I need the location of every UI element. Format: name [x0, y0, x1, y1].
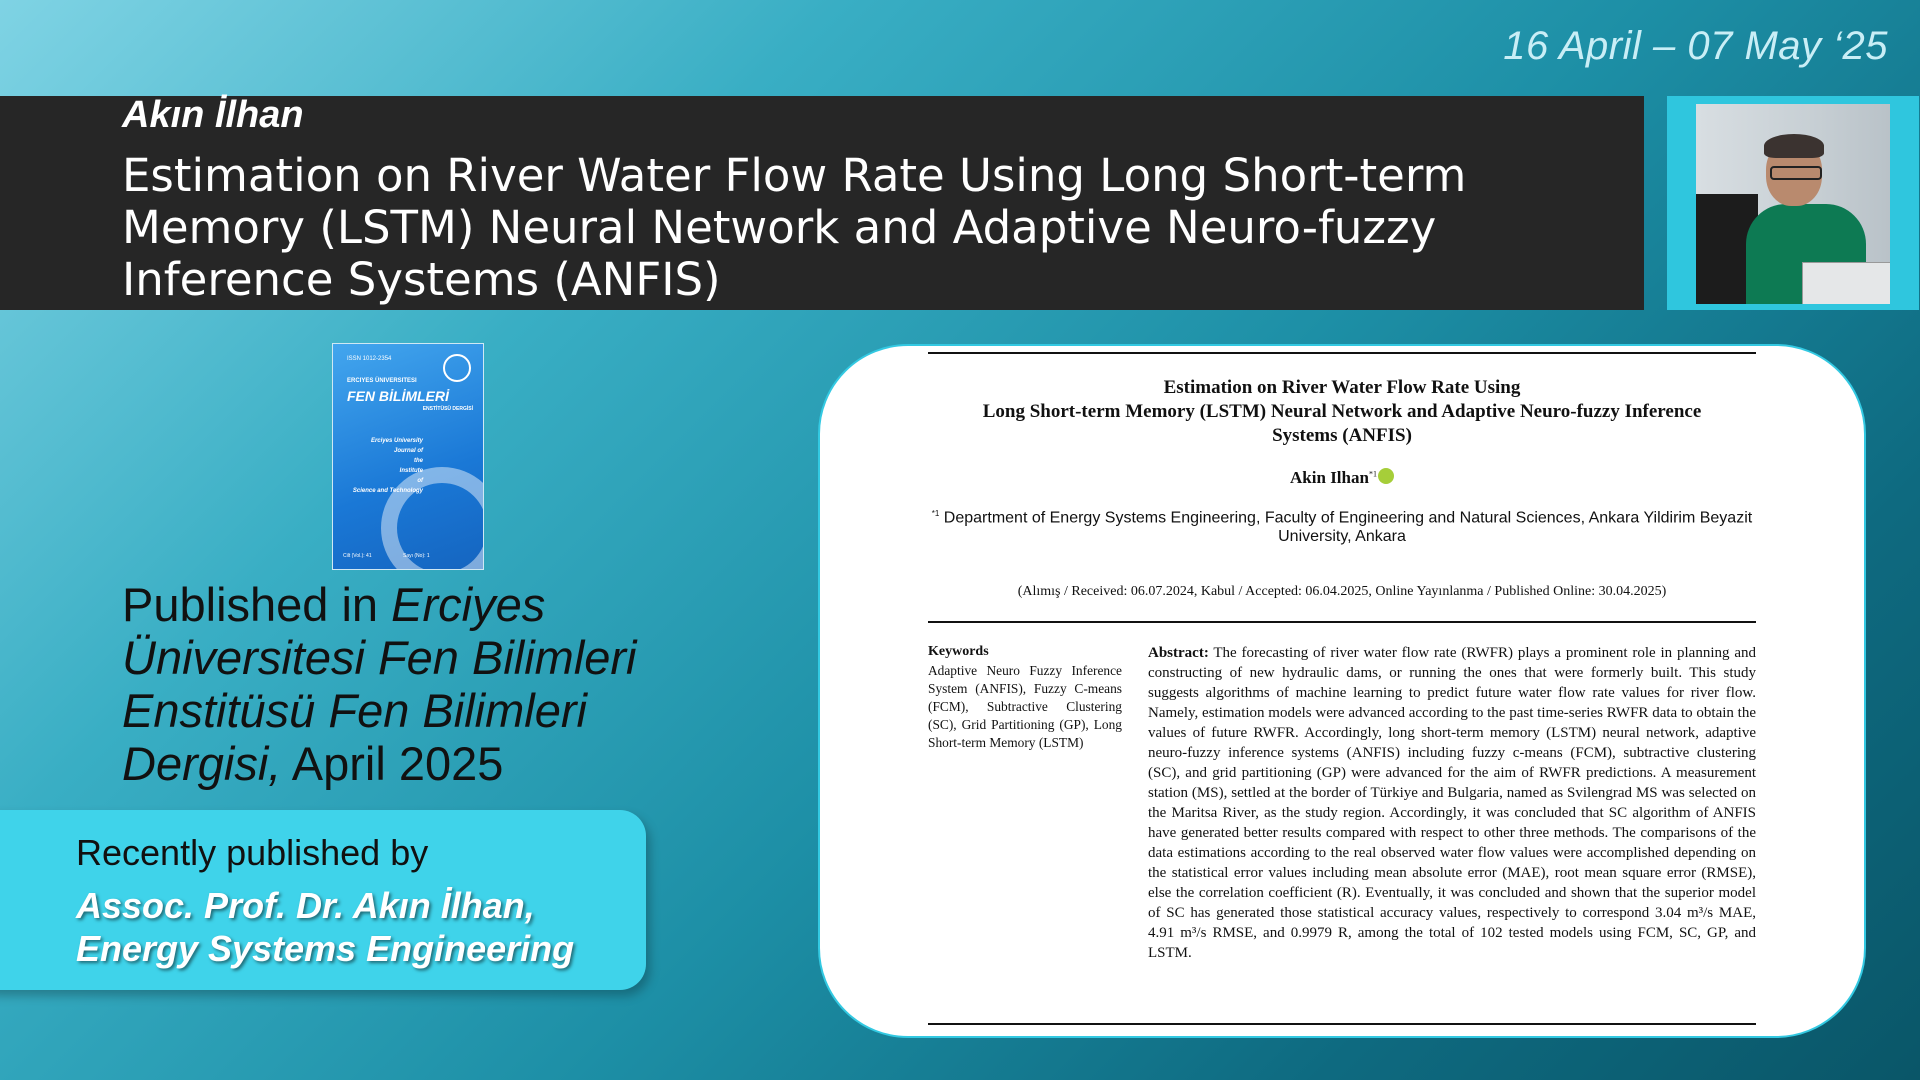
cover-english-line: Journal of [393, 448, 423, 454]
speaker-photo [1696, 104, 1890, 304]
date-label: 16 April – 07 May ‘25 [1503, 24, 1888, 68]
cover-english-line: Institute [399, 468, 423, 474]
paper-affil-text: Department of Energy Systems Engineering, Faculty of Engineering and Natural Sciences, Ankara Yildirim Beyazit University, Ankara [943, 509, 1753, 546]
paper-dates: (Alımış / Received: 06.07.2024, Kabul / Accepted: 06.04.2025, Online Yayınlanma / Published Online: 30.04.2025) [1017, 584, 1667, 599]
paper-title-line: Estimation on River Water Flow Rate Using [1163, 377, 1521, 398]
paper-affiliation [928, 504, 1756, 546]
middle-rule [928, 621, 1756, 623]
keywords-heading: Keywords [928, 644, 989, 659]
cover-institute: ENSTİTÜSÜ DERGİSİ [422, 406, 473, 412]
cover-journal-name: FEN BİLİMLERİ [347, 388, 449, 404]
paper-title-line: Long Short-term Memory (LSTM) Neural Network and Adaptive Neuro-fuzzy Inference [982, 401, 1702, 422]
paper-author [920, 468, 1764, 488]
cover-english-line: the [414, 458, 423, 464]
cover-english-line: Science and Technology [352, 488, 423, 494]
lab-device-shape [1802, 262, 1890, 304]
paper-author-mark: *1 [1368, 469, 1377, 479]
abstract-heading: Abstract: [1148, 645, 1209, 661]
keywords-list: Adaptive Neuro Fuzzy Inference System (ANFIS), Fuzzy C-means (FCM), Subtractive Clustering (SC), Grid Partitioning (GP), Long Short-term Memory (LSTM) [928, 663, 1122, 750]
university-seal-icon [443, 354, 471, 382]
publication-info [122, 578, 682, 790]
author-name: Akın İlhan [122, 94, 304, 136]
recent-label: Recently published by [76, 832, 429, 873]
top-rule [928, 352, 1756, 354]
orcid-icon[interactable] [1378, 468, 1394, 484]
publication-journal: Erciyes Üniversitesi Fen Bilimleri Enstitüsü Fen Bilimleri Dergisi, [122, 578, 637, 790]
cover-issn: ISSN 1012-2354 [347, 356, 392, 362]
publication-date: April 2025 [281, 737, 504, 790]
cover-volume: Cilt (Vol.): 41 [343, 553, 372, 559]
cover-university: ERCIYES ÜNIVERSITESI [347, 378, 417, 384]
cover-issue: Sayı (No): 1 [403, 553, 430, 559]
paper-preview [818, 344, 1866, 1038]
abstract-text: The forecasting of river water flow rate (RWFR) plays a prominent role in planning and constructing of new hydraulic dams, or running the ones that were formerly built. This study suggests algorithms of machine learning to predict future water flow rate values for river flow. Namely, estimation models were advanced according to the past time-series RWFR data to obtain the values of future RWFR. Accordingly, long short-term memory (LSTM) neural network, adaptive neuro-fuzzy inference systems (ANFIS) including fuzzy c-means (FCM), subtractive clustering (SC), and grid partitioning (GP) were advanced for the aim of RWFR predictions. A measurement station (MS), settled at the border of Türkiye and Bulgaria, named as Svilengrad MS was selected on the Maritsa River, as the study region. Accordingly, it was concluded that SC algorithm of ANFIS have generated better results compared with respect to other three methods. The comparisons of the data estimations according to the real observed water flow values were accomplished depending on the statistical error values including mean absolute error (MAE), root mean square error (RMSE), else the correlation coefficient (R). Eventually, it was concluded and shown that the superior model of SC has generated those statistical accuracy values, respectively to correspond 3.04 m³/s MAE, 4.91 m³/s RMSE, and 0.9979 R, among the total of 102 tested models using FCM, SC, GP, and LSTM. [1148, 645, 1756, 961]
paper-author-name: Akin Ilhan [1290, 468, 1369, 487]
cover-english-line: of [417, 478, 423, 484]
recent-author-dept: Energy Systems Engineering [76, 928, 575, 969]
presentation-title: Estimation on River Water Flow Rate Using Long Short-term Memory (LSTM) Neural Network and Adaptive Neuro-fuzzy Inference Systems (ANFIS) [122, 149, 1467, 306]
paper-title-line: Systems (ANFIS) [1272, 425, 1412, 446]
recent-author-line: Assoc. Prof. Dr. Akın İlhan, [76, 885, 535, 926]
cover-english-line: Erciyes University [370, 438, 423, 444]
speaker-hair-shape [1764, 134, 1824, 158]
publication-prefix: Published in [122, 578, 392, 631]
paper-affil-mark: *1 [931, 509, 940, 518]
bottom-rule [928, 1023, 1756, 1025]
speaker-glasses-shape [1770, 166, 1822, 180]
paper-title [920, 376, 1764, 448]
paper-abstract [1148, 643, 1756, 963]
recent-author [76, 884, 574, 970]
journal-cover [332, 343, 484, 570]
